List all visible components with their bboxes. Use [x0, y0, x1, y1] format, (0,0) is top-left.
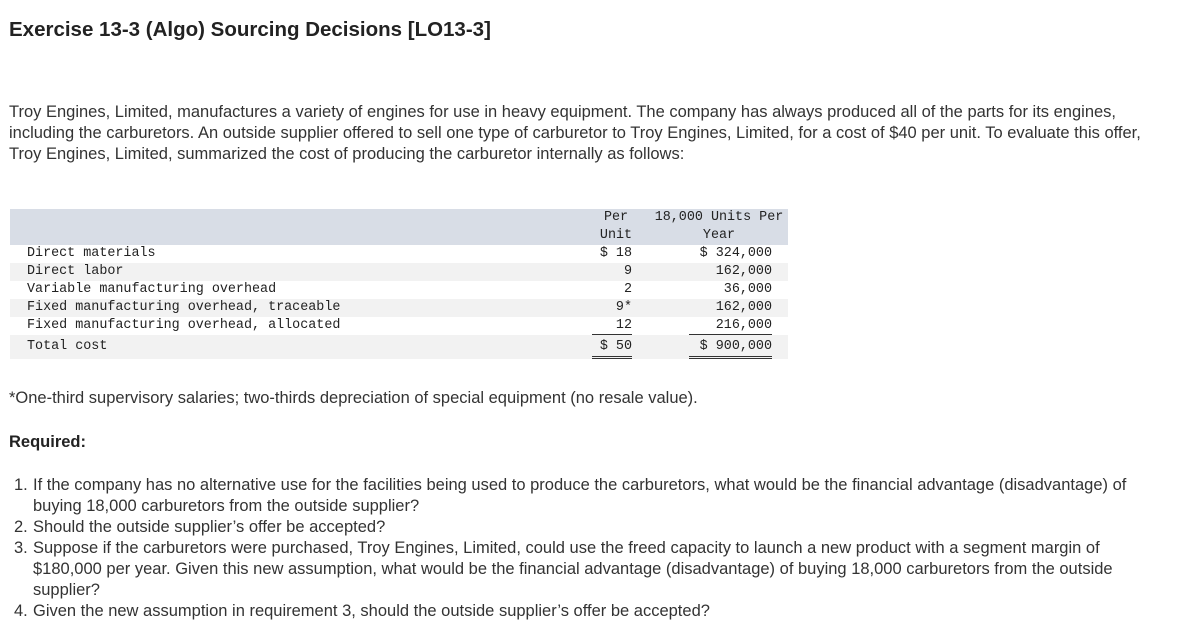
table-row [10, 245, 788, 263]
header-per-year-line1: 18,000 Units Per [654, 210, 784, 225]
requirement-text: Should the outside supplier’s offer be accepted? [33, 518, 386, 536]
row-per-unit: 2 [623, 282, 632, 297]
requirement-number: 4. [14, 602, 28, 620]
row-per-unit: $ 18 [599, 246, 632, 261]
requirement-number: 2. [14, 518, 28, 536]
row-label: Variable manufacturing overhead [27, 282, 277, 297]
row-per-year: 216,000 [689, 317, 772, 335]
total-per-unit: $ 50 [592, 335, 632, 359]
requirement-item [14, 538, 1164, 601]
total-label: Total cost [27, 339, 108, 354]
table-header [10, 209, 788, 245]
requirement-number: 3. [14, 539, 28, 557]
header-per-unit [598, 209, 634, 245]
requirements-list [14, 475, 1164, 622]
requirement-text: If the company has no alternative use for the facilities being used to produce the carburetors, what would be the financial advantage (disadvantage) of buying 18,000 carburetors from the outside supplier? [33, 476, 1127, 515]
row-per-unit: 12 [592, 317, 632, 335]
cost-table [10, 209, 788, 359]
requirement-item [14, 601, 1164, 622]
row-label: Fixed manufacturing overhead, traceable [27, 300, 341, 315]
row-per-unit: 9 [623, 264, 632, 279]
intro-paragraph: Troy Engines, Limited, manufactures a variety of engines for use in heavy equipment. The company has always produced all of the parts for its engines, including the carburetors. An outside supplier offered to sell one type of carburetor to Troy Engines, Limited, for a cost of $40 per unit. To evaluate this offer, Troy Engines, Limited, summarized the cost of producing the carburetor internally as follows: [9, 103, 1141, 163]
requirement-item [14, 517, 1164, 538]
header-per-year [648, 209, 790, 245]
row-per-year: $ 324,000 [699, 246, 772, 261]
requirement-text: Given the new assumption in requirement 3, should the outside supplier’s offer be accepted? [33, 602, 710, 620]
table-row [10, 281, 788, 299]
table-row [10, 299, 788, 317]
header-per-year-line2: Year [702, 228, 736, 243]
row-label: Direct materials [27, 246, 156, 261]
header-per-unit-line2: Unit [599, 228, 633, 243]
row-per-unit: 9* [615, 300, 632, 315]
header-per-unit-line1: Per [603, 210, 629, 225]
footnote: *One-third supervisory salaries; two-thirds depreciation of special equipment (no resale value). [9, 389, 698, 407]
requirement-item [14, 475, 1164, 517]
row-per-year: 162,000 [715, 264, 772, 279]
table-row [10, 263, 788, 281]
requirement-number: 1. [14, 476, 28, 494]
row-per-year: 162,000 [715, 300, 772, 315]
row-label: Direct labor [27, 264, 124, 279]
total-per-year: $ 900,000 [689, 335, 772, 359]
row-per-year: 36,000 [723, 282, 772, 297]
required-heading: Required: [9, 433, 87, 451]
table-row [10, 317, 788, 335]
exercise-title: Exercise 13-3 (Algo) Sourcing Decisions [LO13-3] [9, 18, 491, 41]
row-label: Fixed manufacturing overhead, allocated [27, 318, 341, 333]
requirement-text: Suppose if the carburetors were purchased, Troy Engines, Limited, could use the freed capacity to launch a new product with a segment margin of $180,000 per year. Given this new assumption, what would be the financial advantage (disadvantage) of buying 18,000 carburetors from the outside supplier? [33, 539, 1113, 599]
table-total-row [10, 335, 788, 359]
